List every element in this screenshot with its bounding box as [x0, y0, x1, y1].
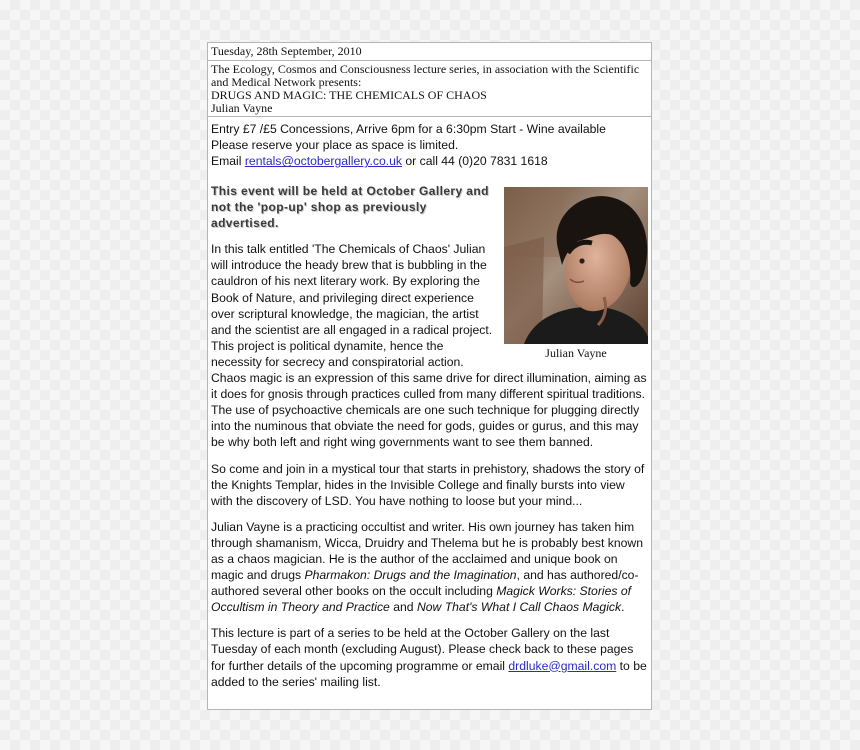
photo-caption: Julian Vayne: [545, 346, 607, 361]
bio-text: and: [389, 600, 417, 615]
event-document: [207, 42, 652, 710]
email-label: Email: [211, 154, 245, 169]
speaker-photo-figure: [503, 187, 649, 360]
book-title: Magick Works: Stories of Occultism in Theory and Practice: [211, 584, 632, 615]
mailing-list-email-link[interactable]: drdluke@gmail.com: [508, 658, 617, 673]
bio-text: Julian Vayne is a practicing occultist and writer. His own journey has taken him through shamanism, Wicca, Druidry and Thelema but he is probably best known as a chaos magician. He is the author of the acclaimed and unique book on magic and drugs: [211, 519, 643, 583]
talk-description: In this talk entitled 'The Chemicals of Chaos' Julian will introduce the heady brew that is bubbling in the cauldron of his next literary work. By exploring the Book of Nature, and privileging direct experience over scriptural knowledge, the magician, the artist and the scientist are all engaged in a radical project. This project is political dynamite, hence the necessity for secrecy and conspiratorial action. Chaos magic is an expression of this same drive for direct illumination, aiming as it does for gnosis through practices culled from many different spiritual traditions. The use of psychoactive chemicals are one such technique for plugging directly into the numinous that obviate the need for gods, guides or gurus, and this may be why both left and right wing governments want to see them banned.: [211, 242, 647, 450]
lecture-title: DRUGS AND MAGIC: THE CHEMICALS OF CHAOS: [211, 88, 487, 102]
reserve-note: Please reserve your place as space is limited.: [211, 138, 459, 153]
booking-info: [211, 121, 648, 169]
venue-notice: This event will be held at October Gallery and not the 'pop-up' shop as previously advertised.: [211, 184, 489, 231]
speaker-bio: [211, 519, 648, 616]
lecture-header: [208, 61, 651, 117]
series-text: This lecture is part of a series to be held at the October Gallery on the last Tuesday of each month (excluding August). Please check back to these pages for further details of the upcoming programme or email: [211, 626, 634, 673]
phone-info: or call 44 (0)20 7831 1618: [402, 154, 548, 169]
bio-text: , and has authored/co-authored several other books on the occult including: [211, 568, 639, 599]
book-title: Now That's What I Call Chaos Magick: [416, 600, 622, 615]
bio-text: .: [621, 600, 625, 615]
speaker-name: Julian Vayne: [211, 101, 273, 115]
series-note: [211, 625, 648, 689]
date-row: [208, 43, 651, 61]
series-description: The Ecology, Cosmos and Consciousness lecture series, in association with the Scientific and Medical Network presents:: [211, 62, 640, 89]
entry-info: Entry £7 /£5 Concessions, Arrive 6pm for a 6:30pm Start - Wine available: [211, 122, 606, 136]
speaker-photo: [504, 187, 648, 344]
contact-line: [211, 153, 648, 169]
series-text: to be added to the series' mailing list.: [211, 658, 647, 689]
rentals-email-link[interactable]: rentals@octobergallery.co.uk: [244, 154, 402, 169]
tour-paragraph: So come and join in a mystical tour that starts in prehistory, shadows the story of the Knights Templar, hides in the Invisible College and finally bursts into view with the discovery of LSD. You have nothing to loose but your mind...: [211, 461, 645, 508]
event-body: [208, 117, 651, 690]
book-title: Pharmakon: Drugs and the Imagination: [304, 568, 517, 583]
event-date: Tuesday, 28th September, 2010: [211, 44, 362, 58]
